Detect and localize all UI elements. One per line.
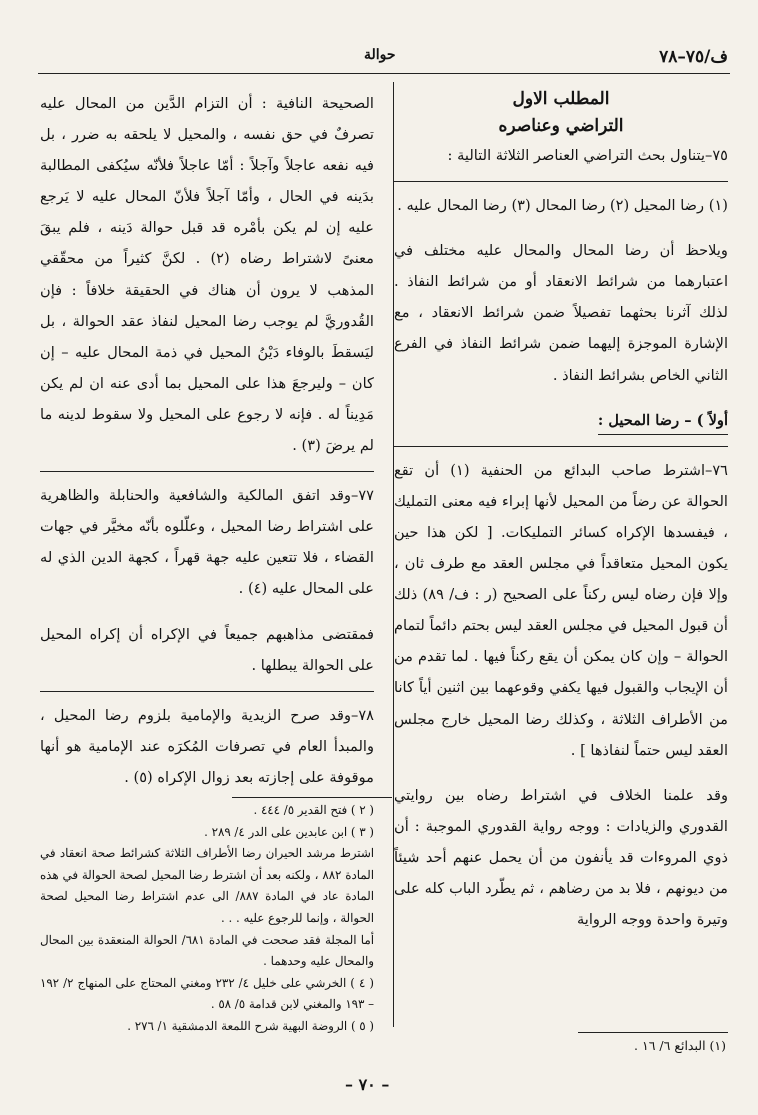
running-title: حوالة	[364, 47, 396, 63]
paragraph-divider	[40, 691, 374, 692]
footnote-5: ( ٥ ) الروضة البهية شرح اللمعة الدمشقية ١/ ٢٧٦ .	[127, 1018, 374, 1033]
footnote-1: (١) البدائع ٦/ ١٦ .	[634, 1038, 726, 1053]
footnote-rule	[578, 1032, 728, 1033]
paragraph-divider	[40, 471, 374, 472]
footnote-rule	[232, 797, 392, 798]
left-column	[40, 88, 374, 793]
paragraph-76-continued: وقد علمنا الخلاف في اشتراط رضاه بين روايتي القدوري والزيادات : ووجه رواية القدوري الموجبة : أن ذوي المروءات قد يأنفون من أن يحمل عنهم أحد شيئاً من ديونهم ، فلا بد من رضاهم ، ثم يطّرد الباب كله على وتيرة واحدة ووجه الرواية	[394, 786, 728, 929]
paragraph-note: ويلاحظ أن رضا المحال والمحال عليه مختلف في اعتبارهما من شرائط الانعقاد أو من شرائط النفاذ . لذلك آثرنا بحثهما تفصيلاً ضمن شرائط الانعقاد ، مع الإشارة الموجزة إليهما ضمن شرائط النفاذ في الفرع الثاني الخاص بشرائط النفاذ .	[394, 242, 728, 384]
footnote-3: ( ٣ ) ابن عابدين على الدر ٤/ ٢٨٩ .	[204, 824, 374, 839]
paragraph-divider	[394, 181, 728, 182]
paragraph-continuation: الصحيحة النافية : أن التزام الدَّين من المحال عليه تصرفٌ في حق نفسه ، والمحيل لا يلحقه به ضرر ، بل فيه نفعه عاجلاً وآجلاً : أمّا عاجلاً فلأنّه سيُكفى المطالبة بدَينه في الحال ، وأمّا آجلاً فلأنّ المحال عليه لا يَرجع عليه إن لم يكن بأمْره قد قبل حوالة دَينه ، فلم يبقَ معنىً لاشتراط رضاه (٢) . لكنَّ كثيراً من محقّقي المذهب لا يرون أن هناك في الحقيقة خلافاً : فإن القُدوريَّ لم يوجب رضا المحيل لنفاذ عقد الحوالة ، بل ليَسقطَ بالوفاء دَيْنُ المحيل في ذمة المحال عليه – إن كان – وليرجعَ هذا على المحيل بما أدى عنه ان لم يكن مَدِيناً له . فإنه لا رجوع على المحيل ولا سقوط لدينه ما لم يرضَ (٣) .	[40, 95, 374, 455]
paragraph-77-continued: فمقتضى مذاهبهم جميعاً في الإكراه أن إكراه المحيل على الحوالة يبطلها .	[40, 625, 374, 674]
footnote-4: ( ٤ ) الخرشي على خليل ٤/ ٢٣٢ ومغني المحتاج على المنهاج ٢/ ١٩٢ – ١٩٣ والمغني لابن قدامة ٥/ ٥٨ .	[40, 975, 374, 1012]
footnote-3-detail: اشترط مرشد الحيران رضا الأطراف الثلاثة كشرائط صحة انعقاد في المادة ٨٨٢ ، ولكنه بعد أن اشترط رضا المحيل لصحة الحوالة في هذه المادة عاد في المادة ٨٨٧/ الى عدم اشتراط رضا المحيل لصحة الحوالة ، وإنما للرجوع عليه . . .	[40, 846, 374, 925]
paragraph-77: ٧٧–وقد اتفق المالكية والشافعية والحنابلة والظاهرية على اشتراط رضا المحيل ، وعلّلوه بأنّه مخيَّر في جهات القضاء ، فلا تتعين عليه جهة قهراً ، كجهة الدين الذي له على المحال عليه (٤) .	[40, 487, 374, 598]
paragraph-76: ٧٦–اشترط صاحب البدائع من الحنفية (١) أن تقع الحوالة عن رضاً من المحيل لأنها إبراء فيه معنى التمليك ، فيفسدها الإكراه كسائر التمليكات. [ لكن هذا حين يكون المحيل متعاقداً في مجلس العقد مع طرف ثان ، وإلا فإن رضاه ليس ركناً على الصحيح (ر : ف/ ٨٩) ذلك أن قبول المحيل في مجلس العقد ليس بحتم دائماً لتمام الحوالة – وإن كان يمكن أن يقع ركناً فيها . لما تقدم من أن الإيجاب والقبول فيها يكفي وقوعهما بين اثنين أياً كانا من الأطراف الثلاثة ، وكذلك رضا المحيل خارج مجلس العقد ليس حتماً لنفاذها ] .	[394, 461, 728, 759]
subheading-muhil-consent: أولاً ) – رضا المحيل :	[598, 408, 728, 435]
right-column	[394, 86, 728, 935]
page-number: – ٧٠ –	[345, 1075, 390, 1094]
footnote-2: ( ٢ ) فتح القدير ٥/ ٤٤٤ .	[253, 803, 374, 817]
section-title: المطلب الاول	[512, 89, 610, 109]
footnotes-left	[40, 800, 374, 1038]
paragraph-divider	[394, 446, 728, 447]
section-subtitle: التراضي وعناصره	[498, 116, 624, 136]
paragraph-75: ٧٥–يتناول بحث التراضي العناصر الثلاثة التالية :	[447, 147, 728, 164]
paragraph-78: ٧٨–وقد صرح الزيدية والإمامية بلزوم رضا المحيل ، والمبدأ العام في تصرفات المُكرَه عند الإمامية هو أنها موقوفة على إجازته بعد زوال الإكراه (٥) .	[40, 706, 374, 786]
elements-list: (١) رضا المحيل (٢) رضا المحال (٣) رضا المحال عليه .	[397, 197, 728, 215]
header-rule	[38, 73, 730, 74]
footnote-3-majalla: أما المجلة فقد صححت في المادة ٦٨١/ الحوالة المنعقدة بين المحال والمحال عليه وحدهما .	[40, 932, 374, 969]
paragraph-range: ف/٧٥–٧٨	[659, 47, 728, 67]
